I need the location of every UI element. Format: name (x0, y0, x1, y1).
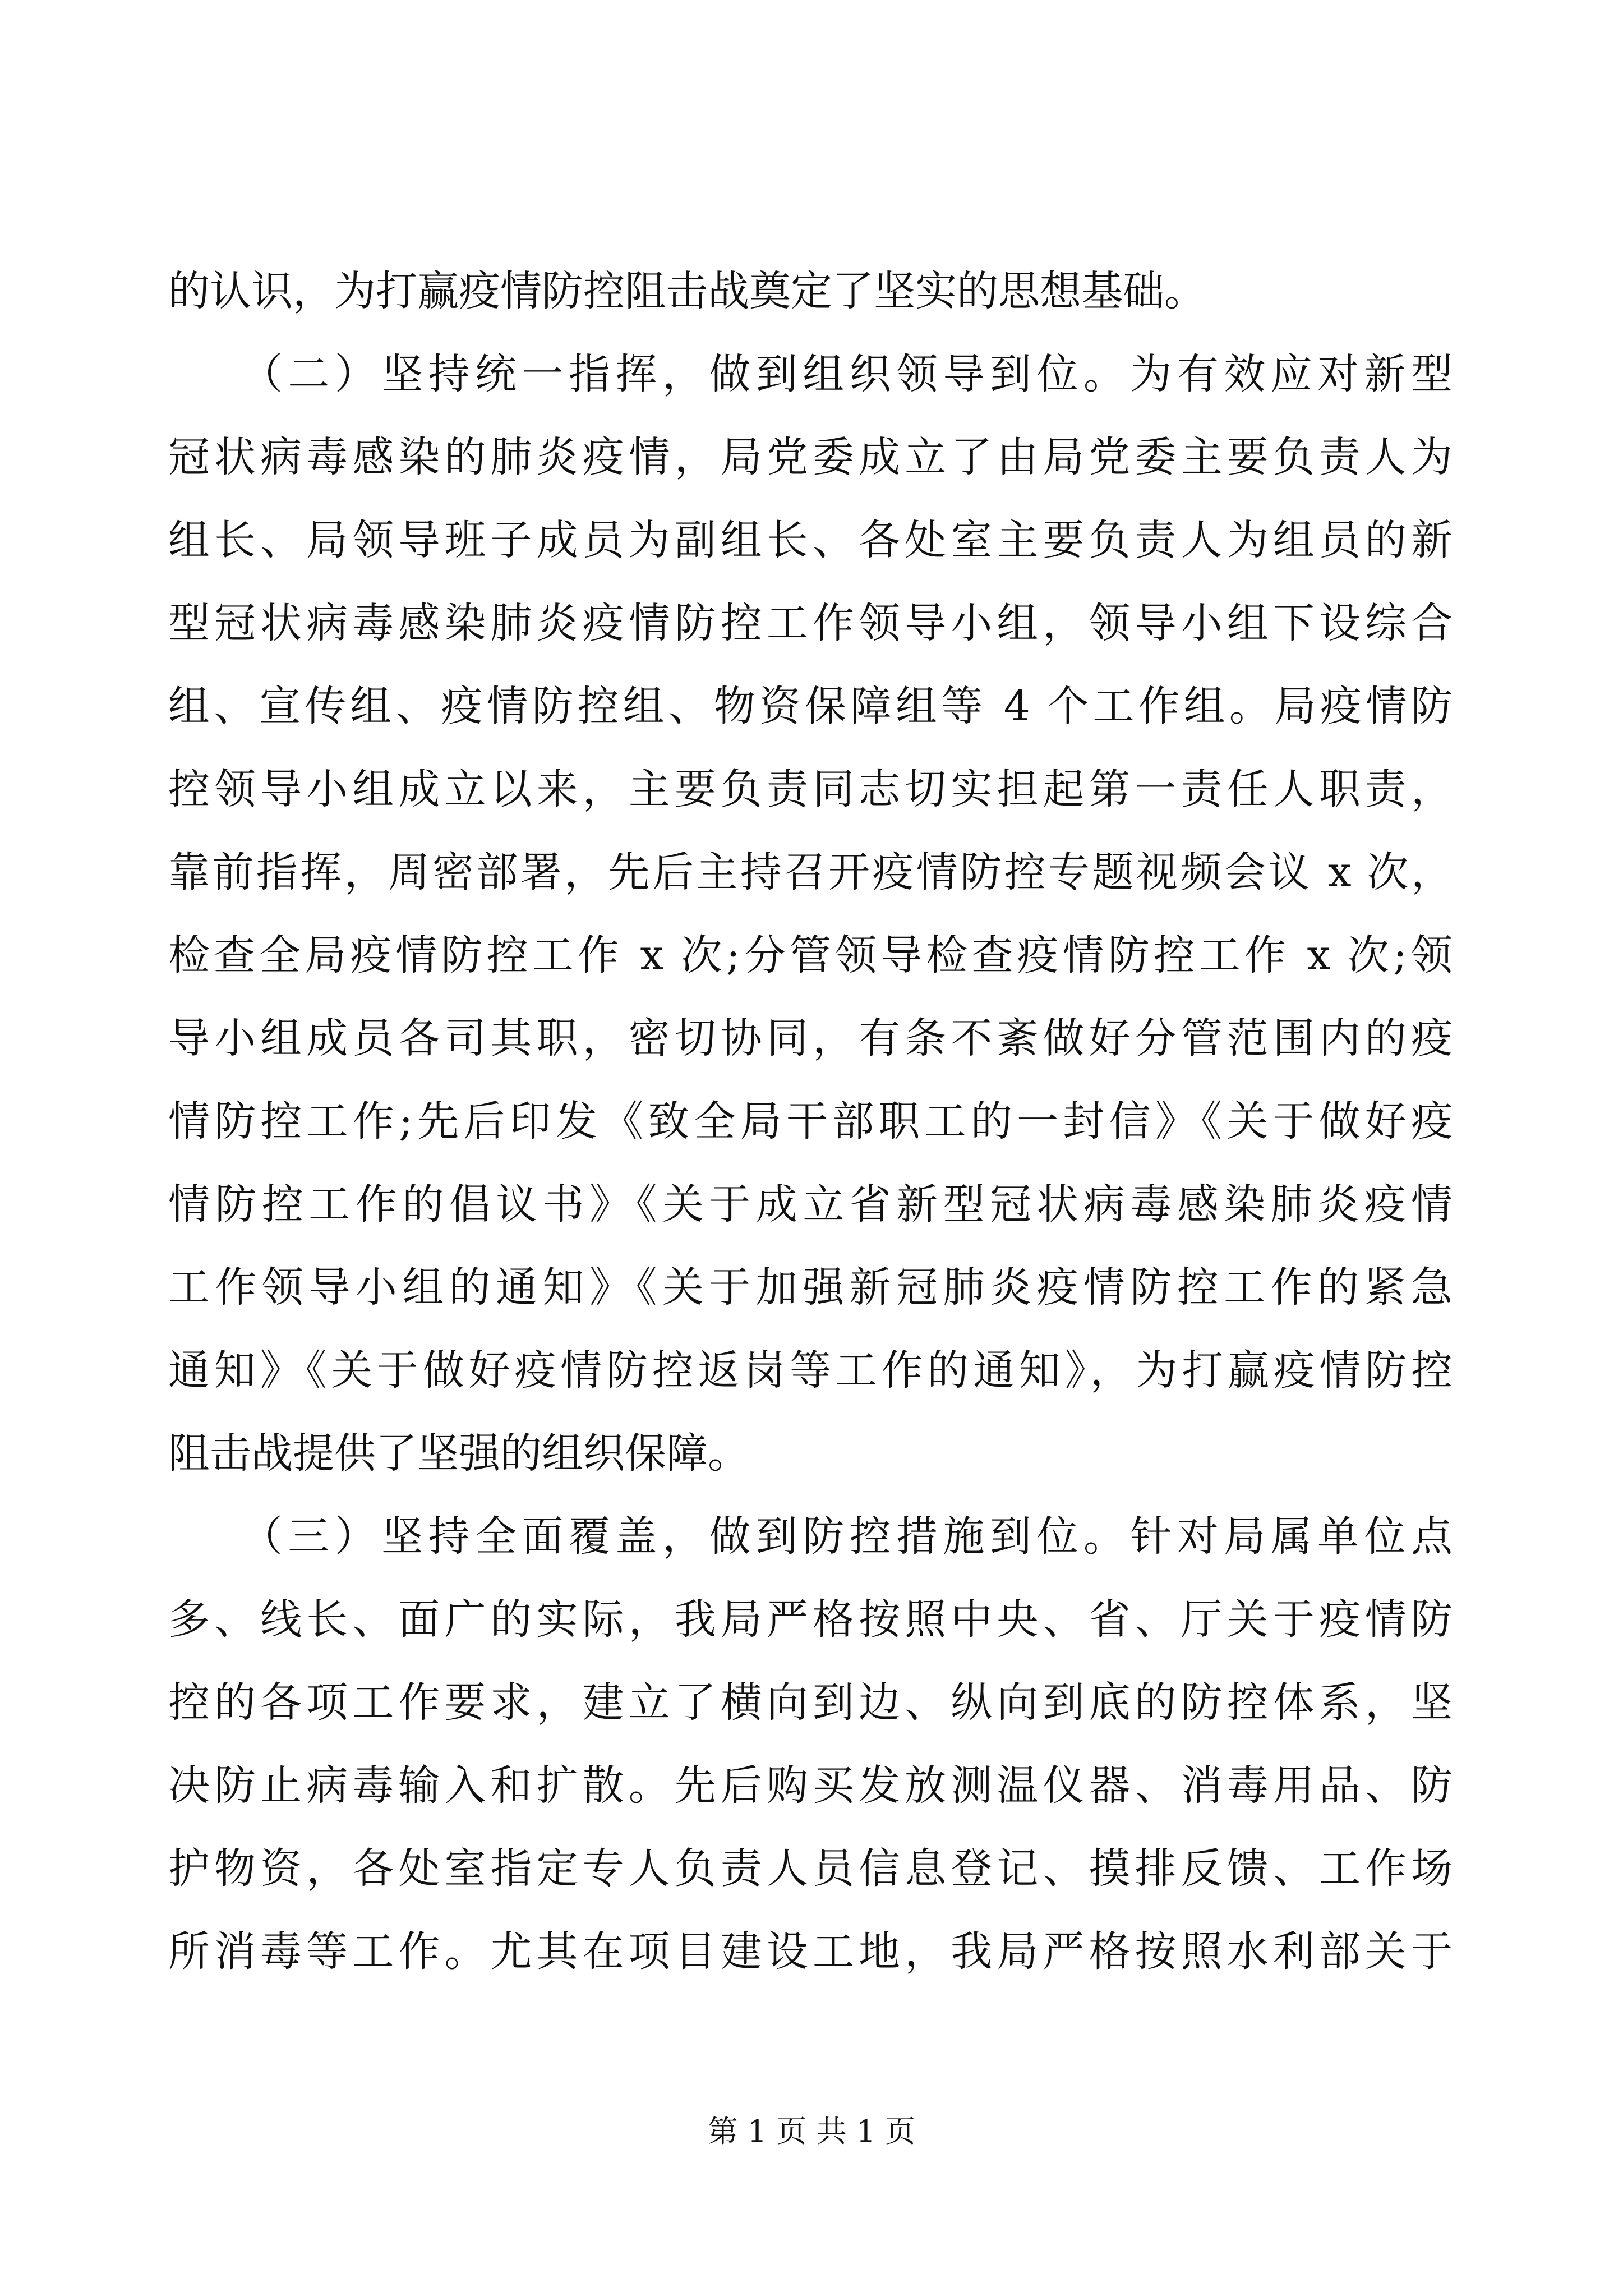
text-line: 控领导小组成立以来，主要负责同志切实担起第一责任人职责， (168, 765, 1453, 813)
page-number-footer: 第 1 页 共 1 页 (707, 2114, 916, 2149)
text-line: 导小组成员各司其职，密切协同，有条不紊做好分管范围内的疫 (168, 1014, 1453, 1062)
text-line: 组、宣传组、疫情防控组、物资保障组等 4 个工作组。局疫情防 (168, 682, 1453, 730)
text-line: 靠前指挥，周密部署，先后主持召开疫情防控专题视频会议 x 次， (168, 848, 1453, 896)
text-line: 多、线长、面广的实际，我局严格按照中央、省、厅关于疫情防 (168, 1595, 1453, 1644)
text-line: 冠状病毒感染的肺炎疫情，局党委成立了由局党委主要负责人为 (168, 433, 1453, 481)
text-line: （二）坚持统一指挥，做到组织领导到位。为有效应对新型 (168, 350, 1453, 398)
text-line: 所消毒等工作。尤其在项目建设工地，我局严格按照水利部关于 (168, 1927, 1453, 1976)
text-line: 情防控工作的倡议书》《关于成立省新型冠状病毒感染肺炎疫情 (168, 1180, 1453, 1228)
text-line: 情防控工作;先后印发《致全局干部职工的一封信》《关于做好疫 (168, 1097, 1453, 1145)
text-line: 控的各项工作要求，建立了横向到边、纵向到底的防控体系，坚 (168, 1678, 1453, 1727)
text-line: 阻击战提供了坚强的组织保障。 (168, 1429, 749, 1478)
text-line: 通知》《关于做好疫情防控返岗等工作的通知》，为打赢疫情防控 (168, 1346, 1453, 1395)
document-body (168, 250, 1453, 1993)
text-line: 的认识，为打赢疫情防控阻击战奠定了坚实的思想基础。 (168, 267, 1206, 315)
text-line: （三）坚持全面覆盖，做到防控措施到位。针对局属单位点 (168, 1512, 1453, 1561)
text-line: 型冠状病毒感染肺炎疫情防控工作领导小组，领导小组下设综合 (168, 599, 1453, 647)
text-line: 决防止病毒输入和扩散。先后购买发放测温仪器、消毒用品、防 (168, 1761, 1453, 1810)
text-line: 组长、局领导班子成员为副组长、各处室主要负责人为组员的新 (168, 516, 1453, 564)
text-line: 检查全局疫情防控工作 x 次;分管领导检查疫情防控工作 x 次;领 (168, 931, 1453, 979)
text-line: 工作领导小组的通知》《关于加强新冠肺炎疫情防控工作的紧急 (168, 1263, 1453, 1312)
text-line: 护物资，各处室指定专人负责人员信息登记、摸排反馈、工作场 (168, 1844, 1453, 1893)
